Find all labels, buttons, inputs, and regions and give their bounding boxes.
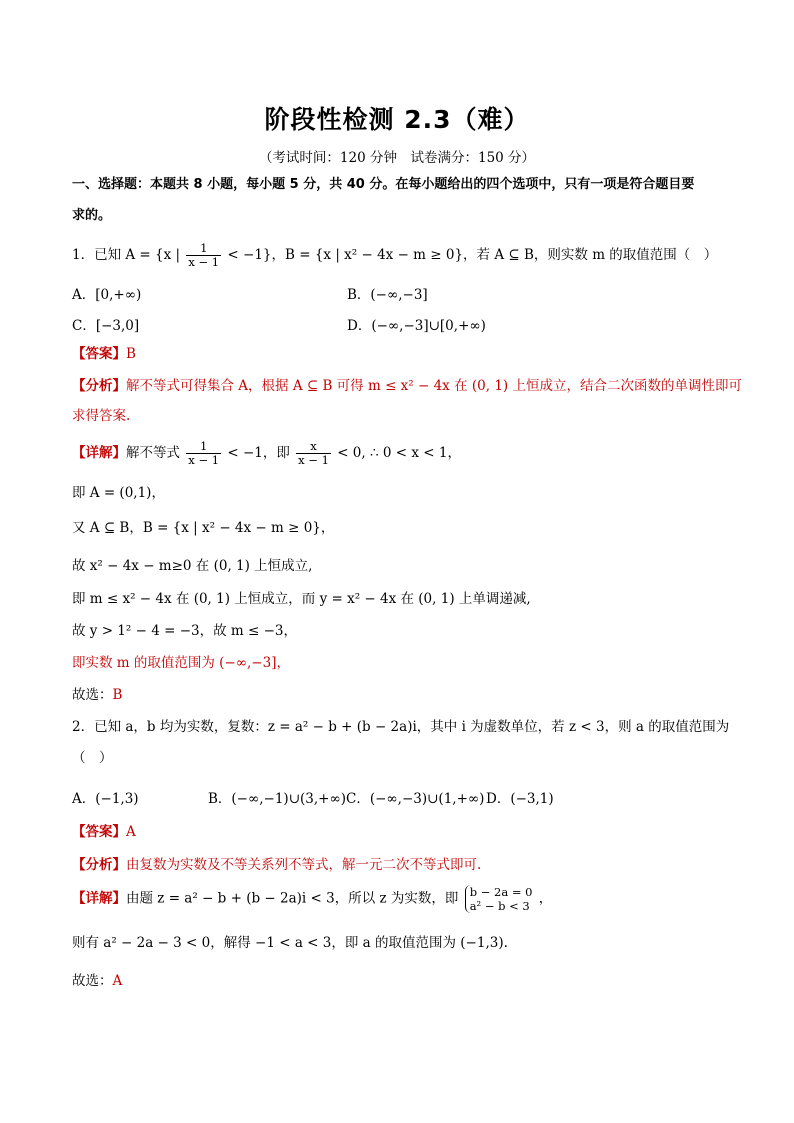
q1-step-5: 故 y > 1² − 4 = −3，故 m ≤ −3， [72, 623, 297, 639]
q1-detail-fraction-2-numerator: x [296, 440, 331, 454]
q1-detail-fraction-2-denominator: x − 1 [298, 453, 329, 467]
q1-option-c: C．[−3,0] [72, 318, 140, 334]
q2-answer-value: A [126, 824, 136, 840]
q1-detail-part-b: < −1，即 [227, 445, 290, 461]
q1-answer [72, 345, 136, 363]
q1-choice-value: B [112, 687, 123, 703]
q2-choice-value: A [112, 973, 123, 989]
q2-detail-end: ， [538, 890, 553, 907]
q1-detail-tag: 【详解】 [72, 445, 126, 461]
page-title: 阶段性检测 2.3（难） [264, 105, 530, 134]
q2-analysis-text: 由复数为实数及不等关系列不等式，解一元二次不等式即可. [126, 857, 482, 873]
q2-equation-system [465, 885, 533, 913]
q1-option-d: D．(−∞,−3]∪[0,+∞) [347, 318, 486, 334]
q2-step-1: 则有 a² − 2a − 3 < 0，解得 −1 < a < 3，即 a 的取值范围为 (−1,3). [72, 935, 508, 951]
q1-step-3: 故 x² − 4x − m≥0 在 (0, 1) 上恒成立, [72, 558, 313, 574]
q2-stem-line-1: 2．已知 a，b 均为实数，复数：z = a² − b + (b − 2a)i，其中 i 为虚数单位，若 z < 3，则 a 的取值范围为 [72, 719, 730, 735]
q1-detail-part-c: < 0, ∴ 0 < x < 1， [337, 445, 461, 461]
q1-detail-fraction-1-denominator: x − 1 [188, 453, 220, 467]
section-heading-line-1: 一、选择题：本题共 8 小题，每小题 5 分，共 40 分。在每小题给出的四个选项中，只有一项是符合题目要 [72, 177, 695, 192]
q2-answer [72, 823, 136, 841]
q1-analysis-line-1 [72, 377, 742, 395]
q2-detail-part-a: 由题 z = a² − b + (b − 2a)i < 3，所以 z 为实数，即 [126, 890, 459, 907]
q2-choice: 故选：A [72, 973, 123, 989]
q2-stem-line-2: （ ） [72, 750, 113, 766]
q1-detail-part-a: 解不等式 [126, 445, 180, 461]
q1-detail-line [72, 440, 461, 467]
q2-detail-line [72, 885, 552, 913]
q2-option-c: C．(−∞,−3)∪(1,+∞) [346, 791, 485, 807]
q1-step-1: 即 A = (0,1)， [72, 485, 165, 501]
section-heading-line-2: 求的。 [72, 208, 112, 223]
q2-system-eq-1: b − 2a = 0 [469, 885, 533, 899]
q1-step-4: 即 m ≤ x² − 4x 在 (0, 1) 上恒成立，而 y = x² − 4x 在 (0, 1) 上单调递减, [72, 591, 531, 607]
q1-detail-fraction-1-numerator: 1 [186, 440, 221, 454]
q1-analysis-tag: 【分析】 [72, 378, 126, 394]
q1-stem [72, 242, 717, 269]
q1-option-a: A．[0,+∞) [72, 287, 142, 303]
q1-stem-fraction-denominator: x − 1 [188, 255, 220, 269]
q1-answer-value: B [126, 346, 136, 362]
q2-analysis-tag: 【分析】 [72, 857, 126, 873]
q1-detail-fraction-1 [186, 440, 221, 467]
q1-stem-part-a: 1．已知 A = {x | [72, 247, 181, 263]
q1-answer-tag: 【答案】 [72, 346, 126, 362]
q1-analysis-text-1: 解不等式可得集合 A，根据 A ⊆ B 可得 m ≤ x² − 4x 在 (0, 1) 上恒成立，结合二次函数的单调性即可 [126, 378, 742, 394]
q2-detail-tag: 【详解】 [72, 890, 126, 907]
q2-answer-tag: 【答案】 [72, 824, 126, 840]
q2-option-a: A．(−1,3) [72, 791, 139, 807]
q2-option-d: D．(−3,1) [486, 791, 554, 807]
q1-choice: 故选：B [72, 687, 123, 703]
q1-analysis-line-2: 求得答案. [72, 408, 131, 424]
q1-step-2: 又 A ⊆ B，B = {x | x² − 4x − m ≥ 0}， [72, 520, 335, 536]
q1-stem-part-b: < −1}，B = {x | x² − 4x − m ≥ 0}，若 A ⊆ B，则实数 m 的取值范围（ ） [227, 247, 718, 263]
q1-detail-fraction-2 [296, 440, 331, 467]
q1-step-6: 即实数 m 的取值范围为 (−∞,−3]， [72, 655, 290, 671]
q2-analysis-line [72, 856, 481, 874]
q1-option-b: B．(−∞,−3] [347, 287, 428, 303]
page-subtitle: （考试时间：120 分钟 试卷满分：150 分） [258, 150, 536, 166]
q2-option-b: B．(−∞,−1)∪(3,+∞) [208, 791, 346, 807]
q2-system-eq-2: a² − b < 3 [469, 899, 530, 913]
q1-stem-fraction [186, 242, 221, 269]
q1-stem-fraction-numerator: 1 [186, 242, 221, 256]
